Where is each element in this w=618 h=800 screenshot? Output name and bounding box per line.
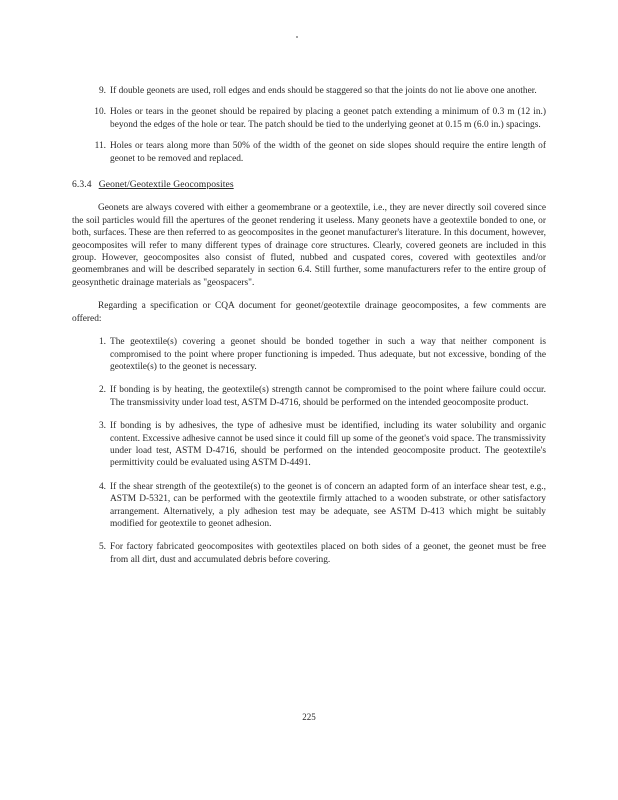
list-item <box>72 384 546 409</box>
list-item-text: If bonding is by adhesives, the type of adhesive must be identified, including its water solubility and organic content. Excessive adhesive cannot be used since it could fill up some of the geonet's void space. The transmissivity under load test, ASTM D-4716, should be performed on the intended geocomposite product. The geotextile's permittivity could be evaluated using ASTM D-4491. <box>110 421 546 469</box>
scan-artifact <box>296 36 298 38</box>
list-item <box>72 85 546 97</box>
section-title: Geonet/Geotextile Geocomposites <box>98 179 234 191</box>
numbered-list-bottom <box>72 336 546 566</box>
list-item-marker: 1. <box>98 337 106 348</box>
paragraph: Regarding a specification or CQA document for geonet/geotextile drainage geocomposites, a few comments are offered: <box>72 301 546 324</box>
list-item <box>72 140 546 165</box>
list-item-marker: 5. <box>98 542 106 553</box>
list-item <box>72 541 546 566</box>
list-item-text: If the shear strength of the geotextile(s) to the geonet is of concern an adapted form of an interface shear test, e.g., ASTM D-5321, can be performed with the geotextile firmly attached to a wooden substrate, or other satisfactory arrangement. Alternatively, a ply adhesion test may be adequate, see ASTM D-413 which might be suitably modified for geotextile to geonet adhesion. <box>110 481 546 529</box>
list-item <box>72 481 546 531</box>
list-item-marker: 9. <box>98 86 106 96</box>
list-item-text: Holes or tears along more than 50% of the width of the geonet on side slopes should require the entire length of geonet to be removed and replaced. <box>110 141 546 164</box>
list-item <box>72 420 546 470</box>
list-item-marker: 4. <box>98 481 106 492</box>
list-item-marker: 2. <box>98 385 106 396</box>
paragraph: Geonets are always covered with either a geomembrane or a geotextile, i.e., they are never directly soil covered since the soil particles would fill the apertures of the geonet rendering it useless. Many geonets have a geotextile bonded to one, or both, surfaces. These are then referred to as geocomposites in the geonet manufacturer's literature. In this document, however, geocomposites will refer to many different types of drainage core structures. Clearly, covered geonets are included in this group. However, geocomposites also consist of fluted, nubbed and cuspated cores, covered with geotextiles and/or geomembranes and will be described separately in section 6.4. Still further, some manufacturers refer to the entire group of geosynthetic drainage materials as "geospacers". <box>72 203 546 288</box>
list-item <box>72 336 546 373</box>
page-content <box>72 85 546 566</box>
section-number: 6.3.4 <box>72 179 92 191</box>
list-item-marker: 3. <box>98 421 106 432</box>
list-item <box>72 106 546 131</box>
list-item-text: For factory fabricated geocomposites with geotextiles placed on both sides of a geonet, the geonet must be free from all dirt, dust and accumulated debris before covering. <box>110 542 546 565</box>
numbered-list-top <box>72 85 546 165</box>
list-item-text: If double geonets are used, roll edges and ends should be staggered so that the joints do not lie above one another. <box>110 86 537 96</box>
list-item-text: If bonding is by heating, the geotextile(s) strength cannot be compromised to the point where failure could occur. The transmissivity under load test, ASTM D-4716, should be performed on the intended geocomposite product. <box>110 385 546 408</box>
page-number: 225 <box>302 712 316 722</box>
list-item-marker: 10. <box>94 107 106 118</box>
list-item-text: Holes or tears in the geonet should be repaired by placing a geonet patch extending a minimum of 0.3 m (12 in.) beyond the edges of the hole or tear. The patch should be tied to the underlying geonet at 0.15 m (6.0 in.) spacings. <box>110 107 546 130</box>
list-item-text: The geotextile(s) covering a geonet should be bonded together in such a way that neither component is compromised to the point where proper functioning is impeded. Thus adequate, but not excessive, bonding of the geotextile(s) to the geonet is necessary. <box>110 337 546 372</box>
section-heading <box>72 179 546 191</box>
list-item-marker: 11. <box>94 141 106 152</box>
